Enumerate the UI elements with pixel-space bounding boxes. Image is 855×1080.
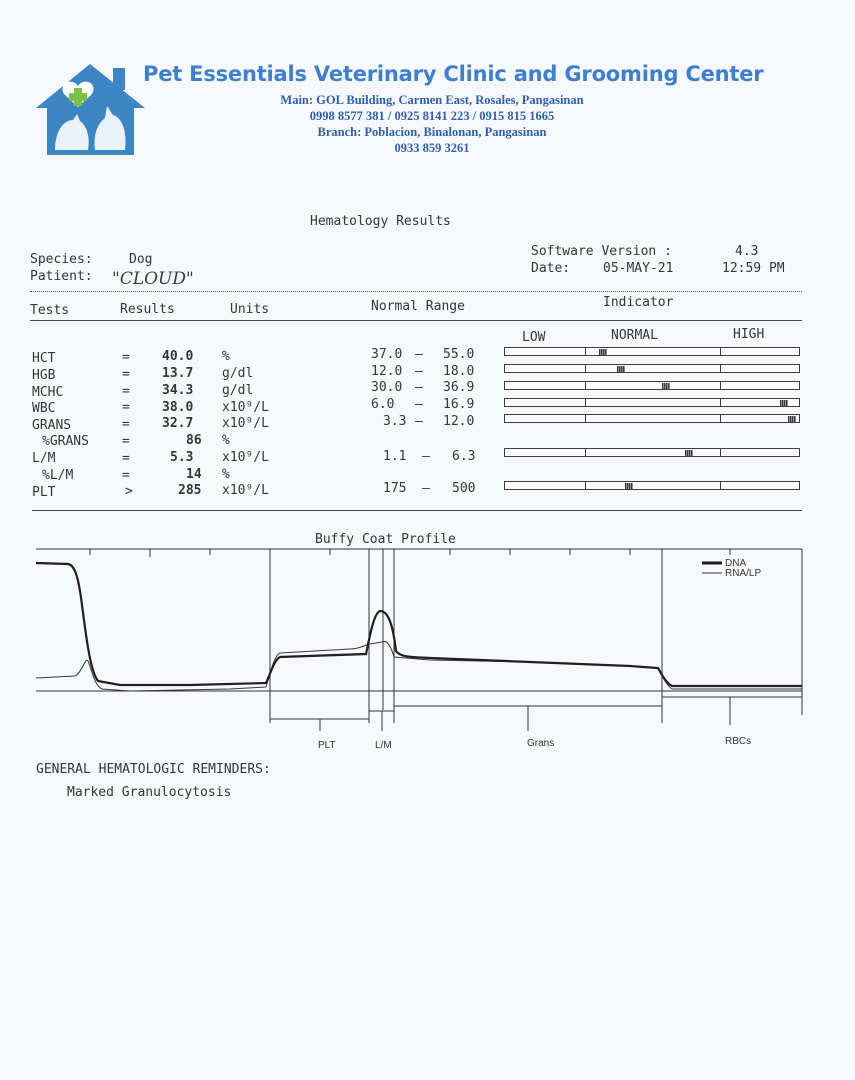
test-result: 13.7 [162, 366, 194, 381]
buffy-coat-chart [30, 545, 810, 760]
header-tests: Tests [30, 303, 70, 318]
test-result: 14 [186, 467, 202, 482]
time-value: 12:59 PM [722, 261, 785, 276]
test-operator: = [122, 350, 130, 365]
test-operator: = [122, 451, 130, 466]
indicator-high-label: HIGH [733, 327, 765, 342]
branch-phone: 0933 859 3261 [394, 141, 470, 155]
header-results: Results [120, 302, 175, 317]
range-high: 12.0 [443, 414, 475, 429]
header-normal-range: Normal Range [371, 299, 465, 314]
test-name: %L/M [42, 468, 74, 483]
indicator-marker [685, 450, 693, 456]
test-operator: = [122, 384, 130, 399]
indicator-low-label: LOW [522, 330, 546, 345]
indicator-marker [625, 483, 633, 489]
test-unit: g/dl [222, 383, 254, 398]
reminders-text: Marked Granulocytosis [67, 785, 232, 800]
software-version: 4.3 [735, 244, 759, 259]
range-high: 18.0 [443, 364, 475, 379]
date-label: Date: [531, 261, 571, 276]
buffy-title: Buffy Coat Profile [315, 532, 456, 547]
test-result: 40.0 [162, 349, 194, 364]
indicator-bar [504, 448, 800, 457]
branch-address: Branch: Poblacion, Binalonan, Pangasinan [317, 125, 547, 139]
header-units: Units [230, 302, 270, 317]
test-operator: = [122, 434, 130, 449]
range-low: 12.0 [371, 364, 403, 379]
test-unit: x10⁹/L [222, 400, 269, 415]
range-low: 30.0 [371, 380, 403, 395]
clinic-logo [33, 58, 148, 158]
test-unit: % [222, 349, 230, 364]
range-low: 6.0 [371, 397, 395, 412]
test-operator: > [125, 484, 133, 499]
test-result: 285 [178, 483, 202, 498]
test-result: 86 [186, 433, 202, 448]
indicator-marker [780, 400, 788, 406]
test-name: MCHC [32, 385, 64, 400]
indicator-bar [504, 398, 800, 407]
indicator-marker [788, 416, 796, 422]
range-low: 175 [383, 481, 407, 496]
range-high: 6.3 [452, 449, 476, 464]
reminders-heading: GENERAL HEMATOLOGIC REMINDERS: [36, 762, 271, 777]
patient-value: "CLOUD" [112, 269, 194, 289]
range-low: 3.3 [383, 414, 407, 429]
region-label-rbcs: RBCs [725, 736, 752, 747]
range-high: 16.9 [443, 397, 475, 412]
test-unit: x10⁹/L [222, 416, 269, 431]
test-unit: g/dl [222, 366, 254, 381]
patient-label: Patient: [30, 269, 93, 284]
range-high: 55.0 [443, 347, 475, 362]
test-name: L/M [32, 451, 56, 466]
region-label-lm: L/M [375, 740, 392, 751]
divider-header [30, 320, 802, 321]
range-high: 36.9 [443, 380, 475, 395]
range-low: 1.1 [383, 449, 407, 464]
test-operator: = [122, 468, 130, 483]
species-label: Species: [30, 252, 93, 267]
range-high: 500 [452, 481, 476, 496]
test-result: 32.7 [162, 416, 194, 431]
indicator-marker [599, 349, 607, 355]
test-unit: % [222, 433, 230, 448]
indicator-bar [504, 347, 800, 356]
test-result: 38.0 [162, 400, 194, 415]
test-operator: = [122, 417, 130, 432]
header-indicator: Indicator [603, 295, 674, 310]
species-value: Dog [129, 252, 153, 267]
indicator-bar [504, 481, 800, 490]
test-unit: % [222, 467, 230, 482]
test-unit: x10⁹/L [222, 483, 269, 498]
software-label: Software Version : [531, 244, 672, 259]
test-name: GRANS [32, 418, 72, 433]
date-value: 05-MAY-21 [603, 261, 674, 276]
clinic-name: Pet Essentials Veterinary Clinic and Grooming Center [143, 62, 764, 86]
test-name: WBC [32, 401, 56, 416]
test-result: 5.3 [170, 450, 194, 465]
test-result: 34.3 [162, 383, 194, 398]
indicator-bar [504, 381, 800, 390]
region-label-grans: Grans [527, 738, 555, 749]
test-operator: = [122, 367, 130, 382]
legend-rna-lp: RNA/LP [725, 568, 762, 579]
main-address: Main: GOL Building, Carmen East, Rosales, Pangasinan [280, 93, 584, 107]
indicator-marker [617, 366, 625, 372]
indicator-bar [504, 364, 800, 373]
divider-top [30, 291, 802, 292]
indicator-bar [504, 414, 800, 423]
test-operator: = [122, 400, 130, 415]
test-name: %GRANS [42, 434, 89, 449]
test-unit: x10⁹/L [222, 450, 269, 465]
divider-bottom [32, 510, 802, 511]
test-name: HGB [32, 368, 56, 383]
indicator-marker [662, 383, 670, 389]
indicator-normal-label: NORMAL [611, 328, 658, 343]
report-title: Hematology Results [310, 214, 451, 229]
legend-dna: DNA [725, 558, 747, 569]
range-low: 37.0 [371, 347, 403, 362]
main-phones: 0998 8577 381 / 0925 8141 223 / 0915 815 1665 [309, 109, 555, 123]
region-label-plt: PLT [318, 740, 336, 751]
test-name: HCT [32, 351, 56, 366]
test-name: PLT [32, 485, 56, 500]
